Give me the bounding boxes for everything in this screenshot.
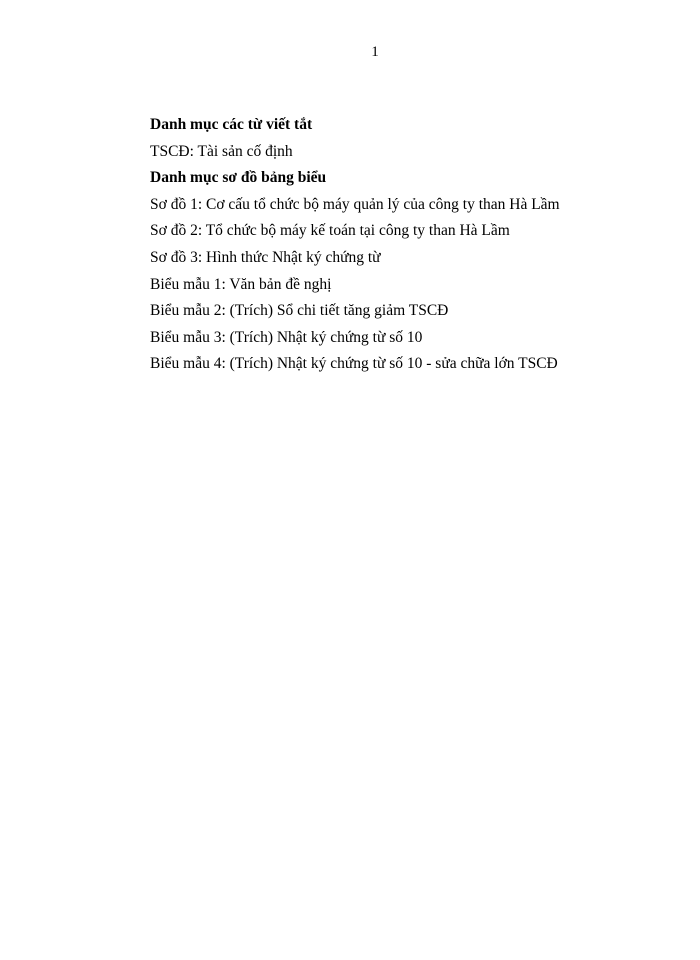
diagram-item-3: Sơ đồ 3: Hình thức Nhật ký chứng từ — [150, 248, 381, 266]
diagram-item-1: Sơ đồ 1: Cơ cấu tổ chức bộ máy quản lý của công ty than Hà Lầm — [150, 195, 560, 213]
form-item-3: Biểu mẫu 3: (Trích) Nhật ký chứng từ số 10 — [150, 328, 423, 346]
abbreviations-heading: Danh mục các từ viết tắt — [150, 116, 313, 133]
form-item-1: Biểu mẫu 1: Văn bản đề nghị — [150, 275, 332, 293]
page-number: 1 — [371, 44, 379, 60]
diagrams-tables-heading: Danh mục sơ đồ bảng biểu — [150, 169, 327, 187]
form-item-2: Biểu mẫu 2: (Trích) Sổ chi tiết tăng giảm TSCĐ — [150, 302, 449, 320]
abbreviation-item: TSCĐ: Tài sản cố định — [150, 142, 293, 160]
form-item-4: Biểu mẫu 4: (Trích) Nhật ký chứng từ số 10 - sửa chữa lớn TSCĐ — [150, 355, 558, 373]
document-content — [150, 112, 680, 378]
diagram-item-2: Sơ đồ 2: Tổ chức bộ máy kế toán tại công ty than Hà Lầm — [150, 222, 510, 240]
